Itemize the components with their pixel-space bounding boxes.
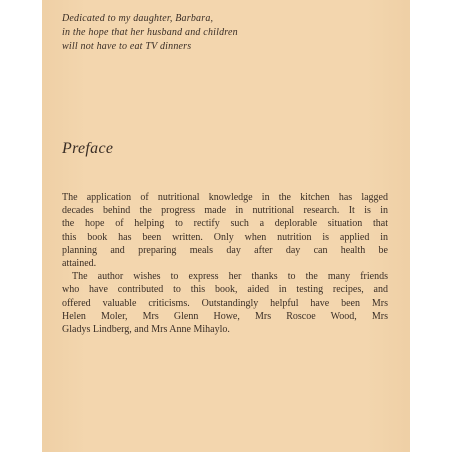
preface-line: decades behind the progress made in nutritional research. It is in — [62, 205, 388, 217]
preface-line: who have contributed to this book, aided in testing recipes, and — [62, 284, 388, 296]
preface-line: planning and preparing meals day after day can health be — [62, 244, 388, 256]
preface-line: offered valuable criticisms. Outstandingly helpful have been Mrs — [62, 297, 388, 309]
preface-line: the hope of helping to rectify such a deplorable situation that — [62, 218, 388, 230]
dedication-line: Dedicated to my daughter, Barbara, — [62, 13, 214, 24]
dedication-line: in the hope that her husband and children — [62, 27, 238, 38]
preface-line: Helen Moler, Mrs Glenn Howe, Mrs Roscoe Wood, Mrs — [62, 310, 388, 322]
preface-body — [62, 191, 388, 336]
dedication-line: will not have to eat TV dinners — [62, 41, 192, 52]
preface-line: The application of nutritional knowledge in the kitchen has lagged — [62, 192, 388, 203]
preface-line: Gladys Lindberg, and Mrs Anne Mihaylo. — [62, 324, 230, 336]
preface-line: The author wishes to express her thanks to the many friends — [72, 271, 388, 283]
preface-line: attained. — [62, 258, 97, 270]
preface-line: this book has been written. Only when nutrition is applied in — [62, 231, 388, 243]
preface-title: Preface — [62, 140, 114, 157]
book-page — [42, 0, 410, 452]
dedication — [62, 12, 238, 54]
